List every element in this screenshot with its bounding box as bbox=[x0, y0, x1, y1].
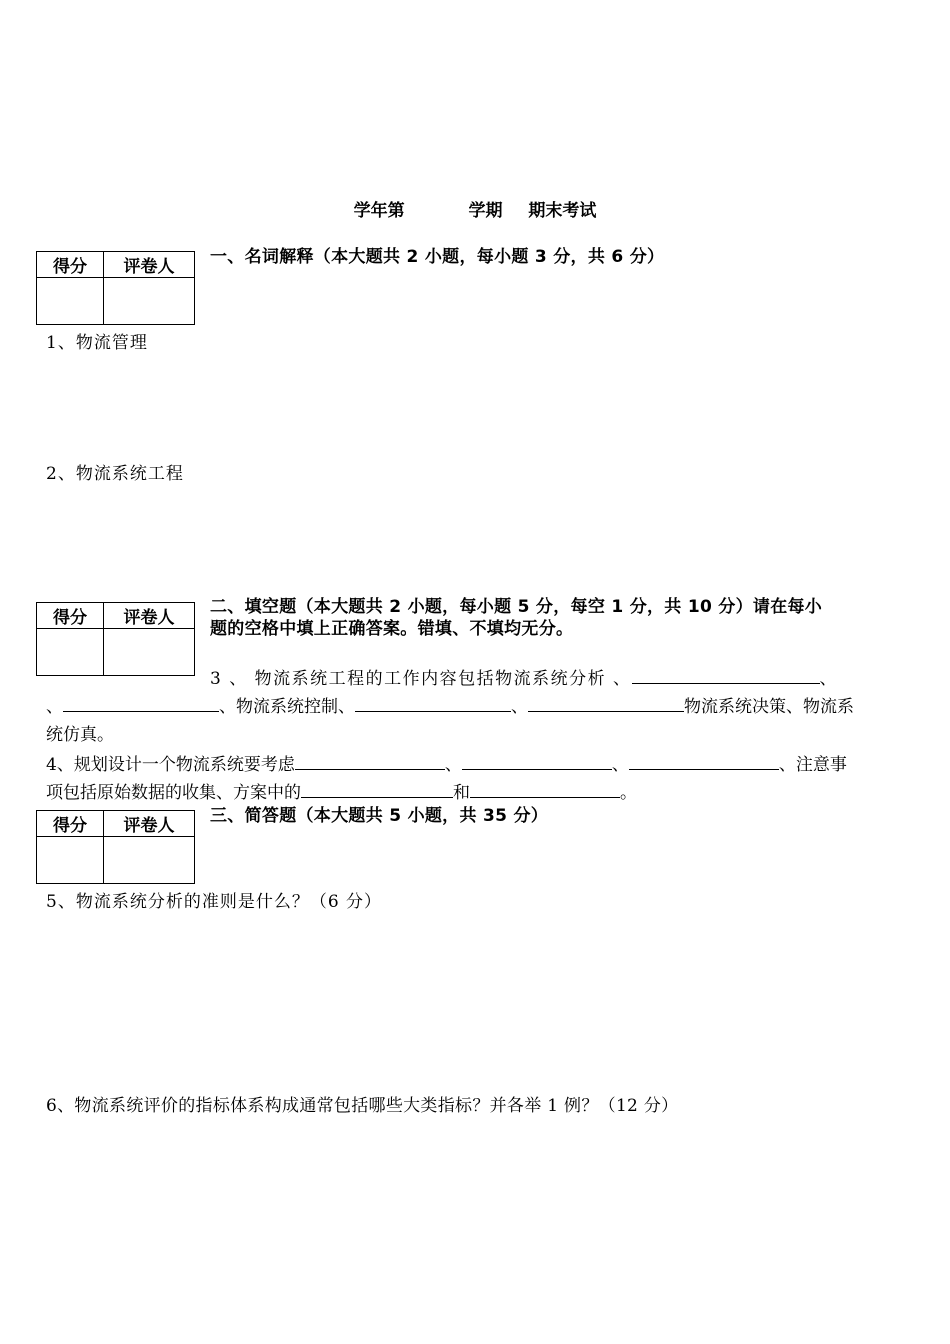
score-table-1 bbox=[36, 251, 195, 325]
section1-heading: 一、名词解释（本大题共 2 小题，每小题 3 分，共 6 分） bbox=[210, 247, 665, 267]
score-table-3 bbox=[36, 810, 195, 884]
fill-blank[interactable] bbox=[295, 751, 445, 770]
question-6: 6、物流系统评价的指标体系构成通常包括哪些大类指标？并各举 1 例？（12 分） bbox=[46, 1096, 679, 1116]
question-4-line1 bbox=[46, 750, 847, 775]
question-4-text: 和 bbox=[453, 783, 470, 803]
question-5: 5、物流系统分析的准则是什么？（6 分） bbox=[46, 892, 383, 912]
question-4-text: 项包括原始数据的收集、方案中的 bbox=[46, 783, 301, 803]
punctuation: 、 bbox=[611, 755, 629, 775]
question-4-text: 4、规划设计一个物流系统要考虑 bbox=[46, 755, 295, 775]
question-3-text: 3 、 物流系统工程的工作内容包括物流系统分析 、 bbox=[210, 669, 632, 689]
question-2: 2、物流系统工程 bbox=[46, 464, 184, 484]
fill-blank[interactable] bbox=[528, 693, 684, 712]
punctuation: 、 bbox=[511, 697, 528, 717]
question-1: 1、物流管理 bbox=[46, 333, 148, 353]
score-label: 得分 bbox=[37, 811, 104, 837]
question-3-text: 、物流系统控制、 bbox=[219, 697, 355, 717]
score-label: 得分 bbox=[37, 252, 104, 278]
grader-label: 评卷人 bbox=[104, 603, 195, 629]
score-table-2 bbox=[36, 602, 195, 676]
title-year: 学年第 bbox=[353, 201, 405, 221]
score-cell[interactable] bbox=[37, 837, 104, 884]
grader-label: 评卷人 bbox=[104, 811, 195, 837]
score-label: 得分 bbox=[37, 603, 104, 629]
question-3-line2 bbox=[46, 692, 854, 717]
section2-heading-line2: 题的空格中填上正确答案。错填、不填均无分。 bbox=[210, 619, 574, 639]
exam-title bbox=[0, 196, 950, 221]
grader-cell[interactable] bbox=[104, 629, 195, 676]
section2-heading-line1: 二、填空题（本大题共 2 小题，每小题 5 分，每空 1 分，共 10 分）请在每小 bbox=[210, 597, 823, 617]
score-cell[interactable] bbox=[37, 278, 104, 325]
question-3-line1 bbox=[210, 664, 838, 689]
punctuation: 。 bbox=[620, 783, 637, 803]
fill-blank[interactable] bbox=[629, 751, 779, 770]
question-3-line3 bbox=[46, 720, 114, 745]
punctuation: 、 bbox=[444, 755, 462, 775]
fill-blank[interactable] bbox=[301, 779, 453, 798]
question-4-line2 bbox=[46, 778, 637, 803]
question-3-text: 物流系统决策、物流系 bbox=[684, 697, 854, 717]
punctuation: 、 bbox=[819, 669, 839, 689]
fill-blank[interactable] bbox=[632, 665, 820, 684]
grader-cell[interactable] bbox=[104, 278, 195, 325]
fill-blank[interactable] bbox=[470, 779, 620, 798]
title-exam: 期末考试 bbox=[528, 201, 597, 221]
grader-label: 评卷人 bbox=[104, 252, 195, 278]
section3-heading: 三、简答题（本大题共 5 小题，共 35 分） bbox=[210, 806, 549, 826]
title-term: 学期 bbox=[468, 201, 503, 221]
question-4-text: 、注意事 bbox=[778, 755, 847, 775]
score-cell[interactable] bbox=[37, 629, 104, 676]
question-3-text: 统仿真。 bbox=[46, 725, 114, 745]
punctuation: 、 bbox=[46, 697, 63, 717]
fill-blank[interactable] bbox=[355, 693, 511, 712]
grader-cell[interactable] bbox=[104, 837, 195, 884]
fill-blank[interactable] bbox=[462, 751, 612, 770]
fill-blank[interactable] bbox=[63, 693, 219, 712]
